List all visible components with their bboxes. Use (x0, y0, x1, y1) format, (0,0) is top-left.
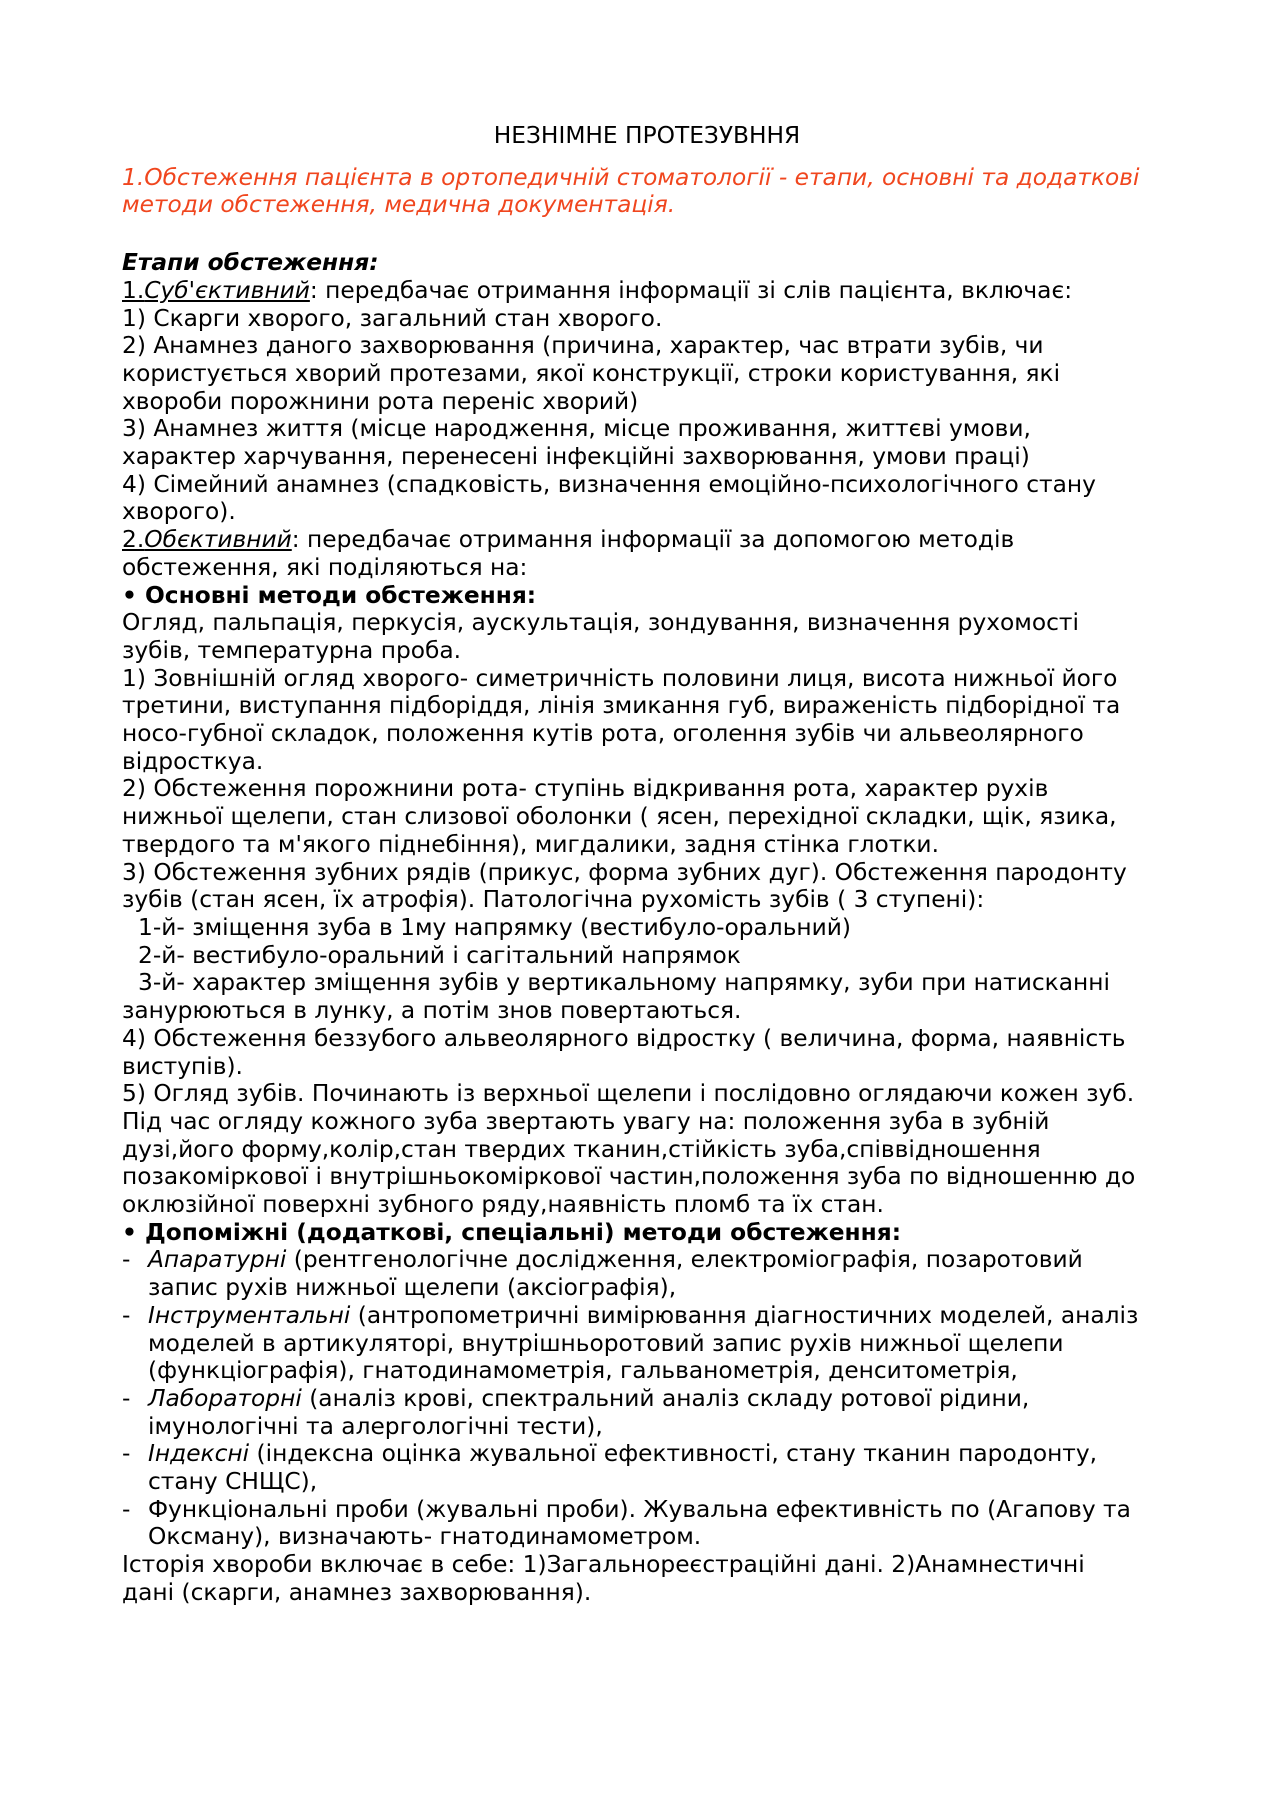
history-paragraph (122, 1551, 1172, 1606)
subjective-item: користується хворий протезами, якої конструкції, строки користування, які (122, 359, 1061, 387)
aux-item (122, 1385, 1172, 1440)
aux-item-text: (рентгенологічне дослідження, електроміографія, позаротовий (286, 1246, 1083, 1274)
subjective-item: 1) Скарги хворого, загальний стан хворого. (122, 304, 663, 332)
main-line: дузі,його форму,колір,стан твердих тканин,стійкість зуба,співвідношення (122, 1135, 1041, 1163)
mobility-degree: 2-й- вестибуло-оральний і сагітальний напрямок (138, 941, 741, 969)
main-line: 3) Обстеження зубних рядів (прикус, форма зубних дуг). Обстеження пародонту (122, 858, 1127, 886)
subtitle-line: 1.Обстеження пацієнта в ортопедичній стоматології - етапи, основні та додаткові (122, 163, 1140, 191)
aux-item (122, 1302, 1172, 1385)
main-line: відросткуа. (122, 747, 264, 775)
aux-item-text: Функціональні проби (жувальні проби). Жувальна ефективність по (Агапову та (148, 1495, 1131, 1523)
mobility-degree: 1-й- зміщення зуба в 1му напрямку (вестибуло-оральний) (138, 913, 852, 941)
main-line: 1) Зовнішній огляд хворого- симетричність половини лиця, висота нижньої його (122, 664, 1118, 692)
aux-item-text: (індексна оцінка жувальної ефективності, стану тканин пародонту, (249, 1440, 1098, 1468)
main-line: зубів (стан ясен, їх атрофія). Патологічна рухомість зубів ( 3 ступені): (122, 886, 985, 914)
main-line: позакоміркової і внутрішньокоміркової частин,положення зуба по відношенню до (122, 1163, 1136, 1191)
aux-methods-heading: • Допоміжні (додаткові, спеціальні) методи обстеження: (122, 1218, 902, 1246)
main-line: 4) Обстеження беззубого альвеолярного відростку ( величина, форма, наявність (122, 1024, 1126, 1052)
subjective-item: 2) Анамнез даного захворювання (причина, характер, час втрати зубів, чи (122, 332, 1044, 360)
main-methods-heading: • Основні методи обстеження: (122, 581, 537, 609)
main-line: виступів). (122, 1052, 243, 1080)
subjective-item: характер харчування, перенесені інфекційні захворювання, умови праці) (122, 443, 1030, 471)
dash-bullet: - (122, 1440, 131, 1468)
aux-item-continuation: запис рухів нижньої щелепи (аксіографія), (148, 1274, 677, 1302)
aux-item-continuation: стану СНЩС), (148, 1468, 318, 1496)
subjective-list (122, 305, 1172, 527)
subjective-label: Суб'єктивний (144, 276, 310, 304)
document-page (122, 122, 1172, 1607)
aux-item-text: (аналіз крові, спектральний аналіз складу ротової рідини, (301, 1384, 1030, 1412)
aux-item-lead: Лабораторні (148, 1384, 302, 1412)
main-line: 2) Обстеження порожнини рота- ступінь відкривання рота, характер рухів (122, 775, 1049, 803)
objective-continuation: обстеження, які поділяються на: (122, 553, 528, 581)
subjective-line (122, 277, 1172, 305)
aux-item (122, 1246, 1172, 1301)
main-line: третини, виступання підборіддя, лінія змикання губ, вираженість підборідної та (122, 692, 1121, 720)
aux-item-continuation: моделей в артикуляторі, внутрішньоротовий запис рухів нижньої щелепи (148, 1329, 1064, 1357)
dash-bullet: - (122, 1384, 131, 1412)
main-line: нижньої щелепи, стан слизової оболонки ( ясен, перехідної складки, щік, язика, (122, 803, 1117, 831)
main-line: носо-губної складок, положення кутів рота, оголення зубів чи альвеолярного (122, 720, 1084, 748)
main-line: Огляд, пальпація, перкусія, аускультація, зондування, визначення рухомості (122, 609, 1079, 637)
subjective-item: 4) Сімейний анамнез (спадковість, визначення емоційно-психологічного стану (122, 470, 1096, 498)
main-line: 5) Огляд зубів. Починають із верхньої щелепи і послідовно оглядаючи кожен зуб. (122, 1080, 1135, 1108)
aux-item (122, 1440, 1172, 1495)
aux-item-lead: Індексні (148, 1440, 250, 1468)
subjective-item: хвороби порожнини рота переніс хворий) (122, 387, 639, 415)
aux-item-lead: Апаратурні (148, 1246, 287, 1274)
dash-bullet: - (122, 1301, 131, 1329)
main-methods-list (122, 609, 1172, 1218)
aux-methods-list (122, 1246, 1172, 1551)
main-line: Під час огляду кожного зуба звертають увагу на: положення зуба в зубній (122, 1107, 1050, 1135)
subjective-item: 3) Анамнез життя (місце народження, місце проживання, життєві умови, (122, 415, 1031, 443)
objective-line (122, 526, 1172, 554)
subjective-item: хворого). (122, 498, 236, 526)
aux-item-continuation: (функціографія), гнатодинамометрія, гальванометрія, денситометрія, (148, 1357, 1018, 1385)
mobility-degree: 3-й- характер зміщення зубів у вертикальному напрямку, зуби при натисканні (138, 969, 1110, 997)
objective-label: Обєктивний (144, 526, 292, 554)
main-line: зубів, температурна проба. (122, 636, 462, 664)
objective-text: : передбачає отримання інформації за допомогою методів (291, 526, 1015, 554)
aux-item-continuation: Оксману), визначають- гнатодинамометром. (148, 1523, 702, 1551)
aux-item-lead: Інструментальні (148, 1301, 351, 1329)
section-subtitle (122, 164, 1172, 219)
stages-heading: Етапи обстеження: (122, 249, 379, 277)
main-line: оклюзійної поверхні зубного ряду,наявність пломб та їх стан. (122, 1191, 884, 1219)
subjective-number: 1. (122, 276, 145, 304)
main-line: твердого та м'якого піднебіння), мигдалики, задня стінка глотки. (122, 830, 939, 858)
aux-item-text: (антропометричні вимірювання діагностичних моделей, аналіз (350, 1301, 1139, 1329)
document-title: НЕЗНІМНЕ ПРОТЕЗУВННЯ (493, 122, 801, 149)
history-line: дані (скарги, анамнез захворювання). (122, 1578, 592, 1606)
aux-item (122, 1496, 1172, 1551)
aux-item-continuation: імунологічні та алергологічні тести), (148, 1412, 603, 1440)
dash-bullet: - (122, 1495, 131, 1523)
objective-number: 2. (122, 526, 145, 554)
subjective-text: : передбачає отримання інформації зі слів пацієнта, включає: (309, 276, 1073, 304)
dash-bullet: - (122, 1246, 131, 1274)
main-line: занурюються в лунку, а потім знов повертаються. (122, 997, 742, 1025)
history-line: Історія хвороби включає в себе: 1)Загальнореєстраційні дані. 2)Анамнестичні (122, 1551, 1085, 1579)
subtitle-line: методи обстеження, медична документація. (122, 191, 676, 219)
